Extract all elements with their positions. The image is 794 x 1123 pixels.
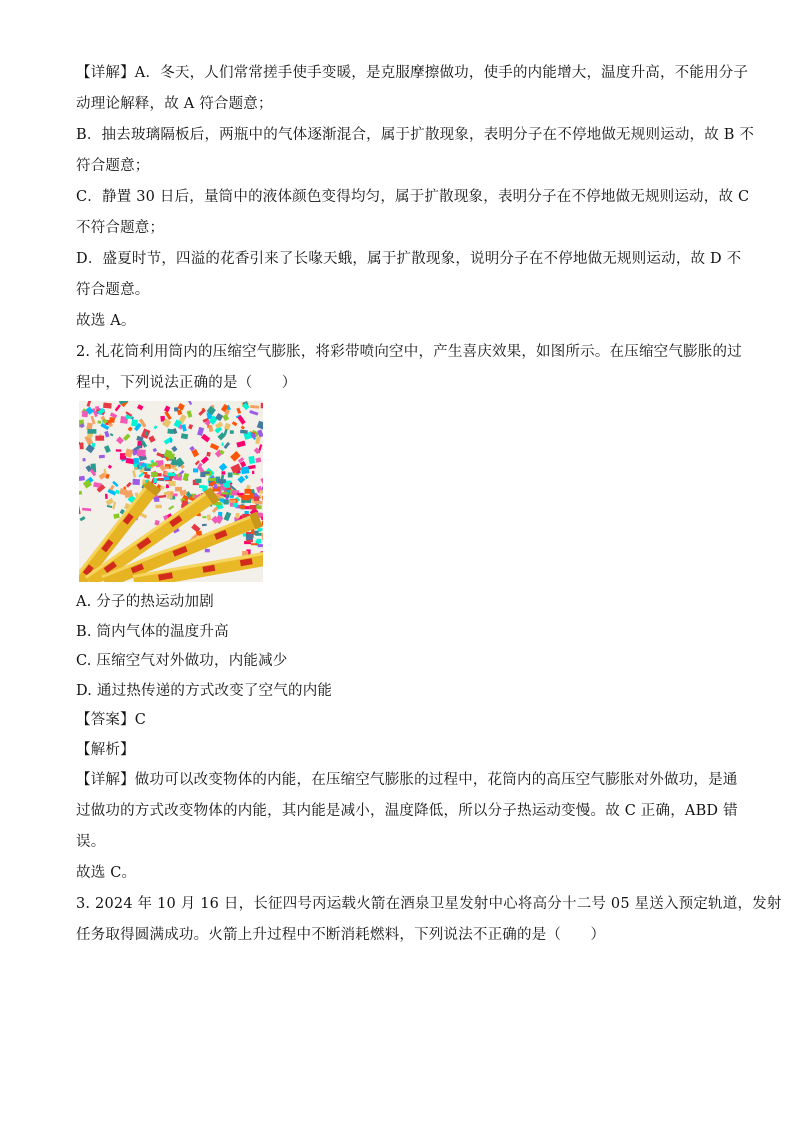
confetti-piece: [230, 496, 234, 499]
confetti-piece: [164, 471, 167, 475]
question-stem-line: 3. 2024 年 10 月 16 日，长征四号丙运载火箭在酒泉卫星发射中心将高分十二号 05 星送入预定轨道，发射: [76, 896, 782, 912]
confetti-piece: [205, 549, 210, 553]
confetti-piece: [202, 524, 207, 527]
confetti-piece: [172, 465, 177, 467]
analysis-title: 【解析】: [76, 741, 135, 758]
confetti-piece: [222, 471, 226, 474]
confetti-piece: [261, 403, 263, 408]
confetti-piece: [82, 458, 85, 462]
confetti-piece: [221, 492, 229, 494]
confetti-piece: [262, 533, 263, 537]
conclusion-line: 故选 C。: [76, 865, 137, 881]
confetti-piece: [261, 517, 263, 520]
confetti-piece: [200, 472, 205, 477]
confetti-piece: [241, 466, 249, 474]
confetti-piece: [134, 467, 137, 469]
confetti-piece: [97, 420, 101, 423]
confetti-piece: [250, 493, 255, 498]
option-a: A. 分子的热运动加剧: [76, 594, 214, 610]
confetti-piece: [214, 484, 217, 488]
confetti-piece: [164, 492, 171, 495]
confetti-piece: [151, 472, 158, 477]
confetti-piece: [162, 467, 169, 470]
text-line: B．抽去玻璃隔板后，两瓶中的气体逐渐混合，属于扩散现象，表明分子在不停地做无规则运动，故 B 不: [76, 127, 755, 143]
confetti-piece: [236, 513, 240, 518]
confetti-piece: [248, 456, 255, 464]
confetti-piece: [251, 543, 258, 545]
confetti-piece: [242, 495, 250, 500]
confetti-piece: [257, 539, 262, 544]
confetti-piece: [79, 476, 85, 481]
confetti-piece: [195, 479, 202, 483]
confetti-piece: [224, 500, 229, 505]
confetti-piece: [258, 544, 263, 547]
option-d: D. 通过热传递的方式改变了空气的内能: [76, 682, 333, 699]
confetti-piece: [169, 481, 176, 486]
confetti-piece: [137, 449, 146, 456]
explanation-block-q1: [76, 58, 755, 337]
confetti-piece: [250, 505, 257, 510]
confetti-piece: [258, 528, 263, 531]
confetti-piece: [95, 436, 104, 441]
confetti-piece: [92, 443, 96, 447]
confetti-piece: [160, 486, 164, 489]
confetti-piece: [220, 487, 224, 490]
confetti-piece: [155, 505, 161, 509]
confetti-piece: [239, 505, 245, 508]
detail-line: 【详解】做功可以改变物体的内能，在压缩空气膨胀的过程中，花筒内的高压空气膨胀对外做功，是通: [76, 772, 738, 788]
confetti-piece: [87, 429, 96, 434]
confetti-piece: [79, 443, 83, 450]
confetti-piece: [116, 449, 122, 452]
confetti-piece: [255, 501, 263, 504]
text-line: 不符合题意；: [76, 220, 165, 236]
confetti-piece: [164, 477, 169, 480]
confetti-piece: [103, 403, 112, 409]
confetti-piece: [141, 463, 147, 466]
confetti-piece: [226, 481, 232, 483]
question-stem-line: 任务取得圆满成功。火箭上升过程中不断消耗燃料，下列说法不正确的是（ ）: [76, 927, 606, 943]
confetti-piece: [208, 478, 216, 481]
question-stem-line: 2. 礼花筒利用筒内的压缩空气膨胀，将彩带喷向空中，产生喜庆效果，如图所示。在压缩空气膨胀的过: [76, 344, 742, 360]
text-line: D．盛夏时节，四溢的花香引来了长喙天蛾，属于扩散现象，说明分子在不停地做无规则运动，故 D 不: [76, 251, 742, 267]
confetti-piece: [167, 429, 173, 434]
confetti-piece: [222, 442, 224, 445]
confetti-piece: [143, 472, 147, 474]
confetti-piece: [233, 503, 238, 507]
question-3: [76, 889, 782, 951]
confetti-piece: [255, 533, 261, 536]
confetti-piece: [228, 473, 233, 478]
text-line: C．静置 30 日后，量筒中的液体颜色变得均匀，属于扩散现象，表明分子在不停地做无规则运动，故 C: [76, 189, 750, 205]
confetti-piece: [262, 496, 263, 501]
confetti-piece: [254, 497, 259, 501]
confetti-piece: [245, 489, 252, 494]
confetti-piece: [154, 478, 157, 483]
confetti-piece: [105, 494, 108, 499]
confetti-piece: [260, 490, 263, 493]
confetti-piece: [152, 462, 158, 466]
confetti-piece: [154, 497, 159, 502]
confetti-piece: [240, 430, 248, 434]
confetti-piece: [252, 471, 254, 474]
detail-line: 误。: [76, 834, 106, 850]
confetti-piece: [206, 452, 210, 457]
text-line: 动理论解释，故 A 符合题意；: [76, 96, 273, 112]
option-c: C. 压缩空气对外做功，内能减少: [76, 653, 288, 669]
confetti-piece: [230, 430, 234, 434]
document-page: [76, 58, 782, 951]
confetti-piece: [175, 487, 182, 492]
option-b: B. 筒内气体的温度升高: [76, 623, 229, 640]
question-stem-line: 程中，下列说法正确的是（ ）: [76, 375, 297, 391]
confetti-piece: [199, 485, 204, 488]
answer-label: 【答案】C: [76, 712, 147, 728]
confetti-piece: [246, 534, 253, 540]
confetti-piece: [237, 493, 243, 495]
question-2: [76, 337, 742, 889]
confetti-piece: [193, 468, 198, 472]
confetti-piece: [148, 464, 152, 467]
confetti-piece: [196, 531, 202, 536]
text-line: 故选 A。: [76, 313, 136, 329]
detail-line: 过做功的方式改变物体的内能，其内能是减小，温度降低，所以分子热运动变慢。故 C 正确，ABD 错: [76, 803, 738, 819]
text-line: 符合题意。: [76, 282, 150, 298]
confetti-piece: [132, 479, 140, 485]
party-popper-image: [79, 401, 263, 582]
text-line: 符合题意；: [76, 158, 150, 174]
confetti-piece: [169, 454, 175, 460]
confetti-piece: [99, 455, 105, 459]
text-line: 【详解】A．冬天，人们常常搓手使手变暖，是克服摩擦做功，使手的内能增大，温度升高，不能用分子: [76, 65, 749, 81]
confetti-piece: [202, 516, 206, 518]
